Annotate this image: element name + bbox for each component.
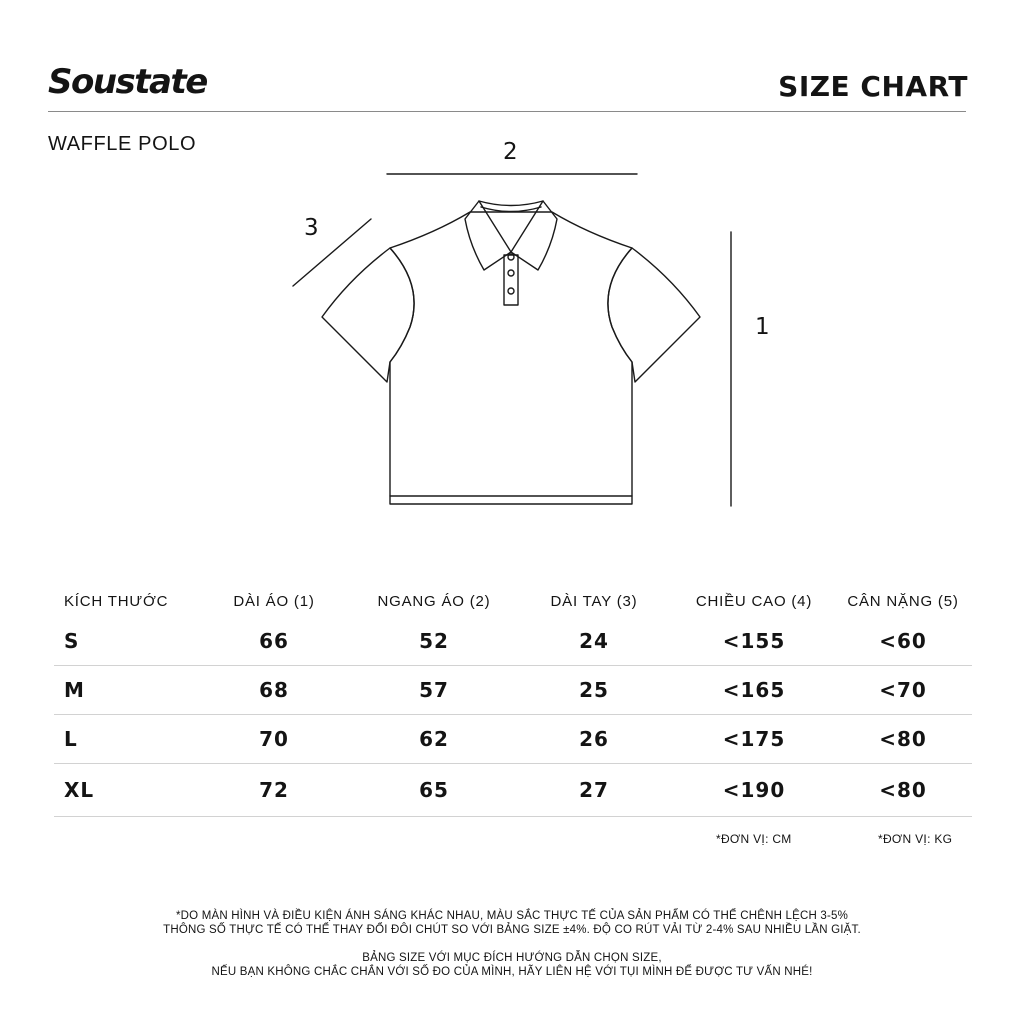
column-header-height: CHIỀU CAO (4) <box>695 592 813 610</box>
cell-width: 52 <box>419 629 449 653</box>
cell-width: 65 <box>419 778 449 802</box>
note-line: BẢNG SIZE VỚI MỤC ĐÍCH HƯỚNG DẪN CHỌN SIZE, <box>362 952 662 964</box>
note-line: *DO MÀN HÌNH VÀ ĐIỀU KIỆN ÁNH SÁNG KHÁC NHAU, MÀU SẮC THỰC TẾ CỦA SẢN PHẨM CÓ THỂ CHÊNH LỆCH 3-5% <box>175 910 849 922</box>
disclaimer-notes <box>0 909 1024 979</box>
cell-size: S <box>64 629 80 653</box>
length-label: 1 <box>755 314 770 340</box>
cell-height: <175 <box>722 727 786 751</box>
left-sleeve <box>322 248 414 382</box>
column-header-sleeve: DÀI TAY (3) <box>550 592 638 610</box>
placket <box>504 255 518 305</box>
cell-height: <155 <box>722 629 786 653</box>
column-header-size: KÍCH THƯỚC <box>64 592 169 610</box>
cell-weight: <80 <box>879 778 927 802</box>
width-label: 2 <box>503 139 518 165</box>
brand-logo: Soustate <box>48 62 207 102</box>
note-line: THÔNG SỐ THỰC TẾ CÓ THỂ THAY ĐỔI ĐÔI CHÚT SO VỚI BẢNG SIZE ±4%. ĐỘ CO RÚT VẢI TỪ 2-4% SAU NHIỀU LẦN GIẶT. <box>163 924 861 936</box>
cell-weight: <60 <box>879 629 927 653</box>
table-row <box>54 617 972 666</box>
note-line: NẾU BẠN KHÔNG CHẮC CHẮN VỚI SỐ ĐO CỦA MÌNH, HÃY LIÊN HỆ VỚI TỤI MÌNH ĐỂ ĐƯỢC TƯ VẤN NHÉ! <box>211 966 813 978</box>
table-row <box>54 715 972 764</box>
page-title: SIZE CHART <box>778 70 968 103</box>
table-row <box>54 666 972 715</box>
shirt-body <box>390 212 632 504</box>
product-name: WAFFLE POLO <box>48 133 197 155</box>
cell-size: M <box>64 678 85 702</box>
cell-sleeve: 24 <box>579 629 609 653</box>
cell-height: <165 <box>722 678 786 702</box>
cell-weight: <80 <box>879 727 927 751</box>
cell-width: 62 <box>419 727 449 751</box>
cell-size: L <box>64 727 78 751</box>
button <box>508 288 514 294</box>
cell-length: 66 <box>259 629 289 653</box>
size-table <box>54 585 972 817</box>
cell-size: XL <box>64 778 95 802</box>
cell-length: 72 <box>259 778 289 802</box>
cell-length: 68 <box>259 678 289 702</box>
column-header-width: NGANG ÁO (2) <box>377 592 491 610</box>
cell-weight: <70 <box>879 678 927 702</box>
button <box>508 270 514 276</box>
cell-sleeve: 25 <box>579 678 609 702</box>
table-header <box>54 585 972 617</box>
sleeve-label: 3 <box>304 215 319 241</box>
table-row <box>54 764 972 817</box>
cell-length: 70 <box>259 727 289 751</box>
unit-note-kg: *ĐƠN VỊ: KG <box>878 832 953 846</box>
column-header-weight: CÂN NẶNG (5) <box>847 592 959 610</box>
cell-sleeve: 26 <box>579 727 609 751</box>
column-header-length: DÀI ÁO (1) <box>233 592 315 610</box>
unit-note-cm: *ĐƠN VỊ: CM <box>716 832 792 846</box>
cell-sleeve: 27 <box>579 778 609 802</box>
cell-width: 57 <box>419 678 449 702</box>
right-sleeve <box>608 248 700 382</box>
cell-height: <190 <box>722 778 786 802</box>
